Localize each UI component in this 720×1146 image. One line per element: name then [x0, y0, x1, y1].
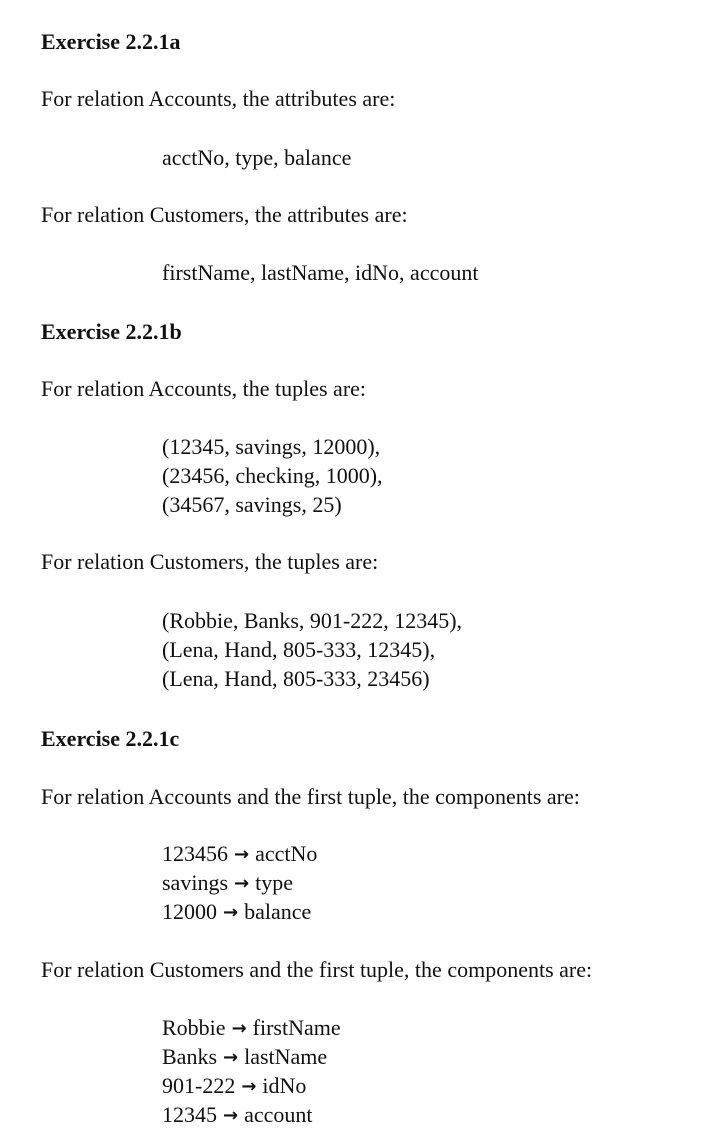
exercise-c-customers-components	[162, 1013, 341, 1129]
exercise-a-accounts-attributes: acctNo, type, balance	[162, 145, 352, 170]
tuple-line: (Robbie, Banks, 901-222, 12345),	[162, 608, 463, 633]
right-arrow-icon: →	[234, 873, 250, 894]
exercise-a-accounts-intro: For relation Accounts, the attributes are:	[41, 86, 396, 111]
right-arrow-icon: →	[223, 1105, 239, 1126]
component-value: Robbie	[162, 1015, 226, 1040]
right-arrow-icon: →	[241, 1076, 257, 1097]
component-attribute: idNo	[262, 1073, 307, 1098]
component-line	[162, 1042, 341, 1071]
right-arrow-icon: →	[223, 1047, 239, 1068]
exercise-b-accounts-tuples	[162, 432, 383, 519]
tuple-line: (Lena, Hand, 805-333, 23456)	[162, 666, 430, 691]
component-line	[162, 1100, 341, 1129]
exercise-b-accounts-intro: For relation Accounts, the tuples are:	[41, 376, 367, 401]
component-attribute: lastName	[244, 1044, 328, 1069]
component-attribute: balance	[244, 899, 312, 924]
component-attribute: type	[255, 870, 293, 895]
tuple-line: (23456, checking, 1000),	[162, 463, 383, 488]
right-arrow-icon: →	[234, 844, 250, 865]
component-attribute: acctNo	[255, 841, 318, 866]
component-line	[162, 839, 317, 868]
component-line	[162, 868, 317, 897]
component-line	[162, 1071, 341, 1100]
component-line	[162, 1013, 341, 1042]
tuple-line: (34567, savings, 25)	[162, 492, 342, 517]
component-value: 12000	[162, 899, 217, 924]
exercise-c-accounts-intro: For relation Accounts and the first tuple, the components are:	[41, 784, 580, 809]
tuple-line: (12345, savings, 12000),	[162, 434, 381, 459]
component-value: 123456	[162, 841, 228, 866]
exercise-a-customers-intro: For relation Customers, the attributes are:	[41, 202, 408, 227]
component-line	[162, 897, 317, 926]
component-value: 901-222	[162, 1073, 236, 1098]
exercise-c-customers-intro: For relation Customers and the first tuple, the components are:	[41, 957, 593, 982]
exercise-b-title: Exercise 2.2.1b	[41, 319, 182, 344]
component-attribute: firstName	[252, 1015, 341, 1040]
component-value: savings	[162, 870, 228, 895]
exercise-b-customers-tuples	[162, 606, 462, 693]
right-arrow-icon: →	[231, 1018, 247, 1039]
exercise-c-title: Exercise 2.2.1c	[41, 726, 180, 751]
exercise-a-title: Exercise 2.2.1a	[41, 29, 181, 54]
exercise-a-customers-attributes: firstName, lastName, idNo, account	[162, 260, 479, 285]
tuple-line: (Lena, Hand, 805-333, 12345),	[162, 637, 436, 662]
exercise-c-accounts-components	[162, 839, 317, 926]
component-attribute: account	[244, 1102, 313, 1127]
right-arrow-icon: →	[223, 902, 239, 923]
exercise-b-customers-intro: For relation Customers, the tuples are:	[41, 549, 379, 574]
component-value: Banks	[162, 1044, 217, 1069]
component-value: 12345	[162, 1102, 217, 1127]
